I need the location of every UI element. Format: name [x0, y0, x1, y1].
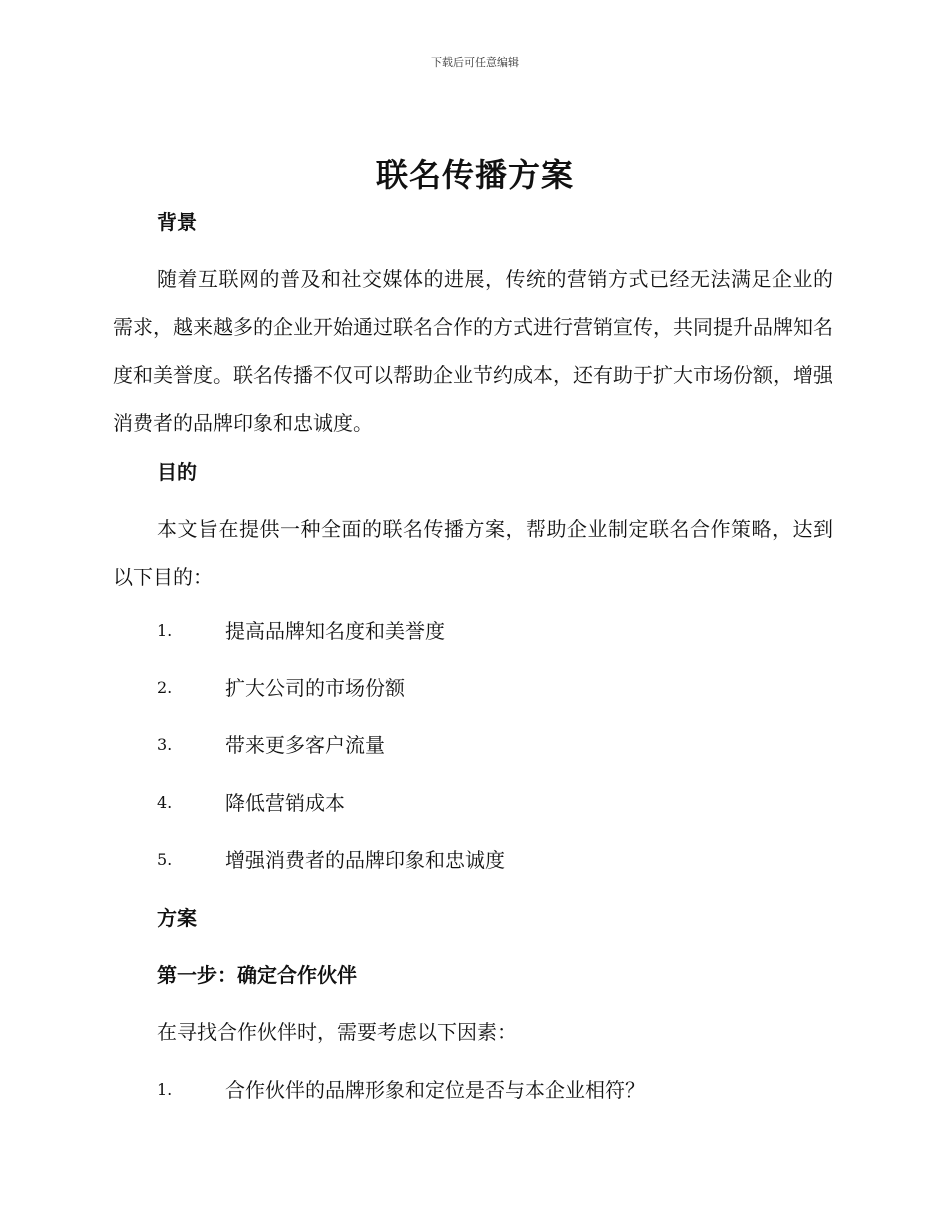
- list-number: 4.: [157, 793, 173, 812]
- list-number: 1.: [157, 1080, 173, 1099]
- section-heading-purpose: 目的: [157, 460, 197, 484]
- list-text: 降低营销成本: [225, 791, 345, 815]
- list-number: 5.: [157, 850, 173, 869]
- list-text: 增强消费者的品牌印象和忠诚度: [225, 848, 505, 872]
- list-number: 1.: [157, 621, 173, 640]
- section-heading-plan: 方案: [157, 906, 197, 930]
- document-title: 联名传播方案: [375, 156, 574, 194]
- purpose-paragraph: 本文旨在提供一种全面的联名传播方案，帮助企业制定联名合作策略，达到以下目的：: [113, 517, 833, 589]
- list-text: 合作伙伴的品牌形象和定位是否与本企业相符？: [225, 1078, 645, 1102]
- list-text: 扩大公司的市场份额: [225, 676, 405, 700]
- page-header-note: 下载后可任意编辑: [431, 56, 519, 69]
- list-text: 带来更多客户流量: [225, 733, 385, 757]
- list-number: 3.: [157, 735, 173, 754]
- step1-heading: 第一步：确定合作伙伴: [157, 963, 357, 987]
- background-paragraph: 随着互联网的普及和社交媒体的进展，传统的营销方式已经无法满足企业的需求，越来越多的企业开始通过联名合作的方式进行营销宣传，共同提升品牌知名度和美誉度。联名传播不仅可以帮助企业节约成本，还有助于扩大市场份额，增强消费者的品牌印象和忠诚度。: [113, 267, 833, 435]
- list-text: 提高品牌知名度和美誉度: [225, 619, 445, 643]
- section-heading-background: 背景: [157, 210, 197, 234]
- list-number: 2.: [157, 678, 173, 697]
- step1-intro: 在寻找合作伙伴时，需要考虑以下因素：: [157, 1020, 517, 1044]
